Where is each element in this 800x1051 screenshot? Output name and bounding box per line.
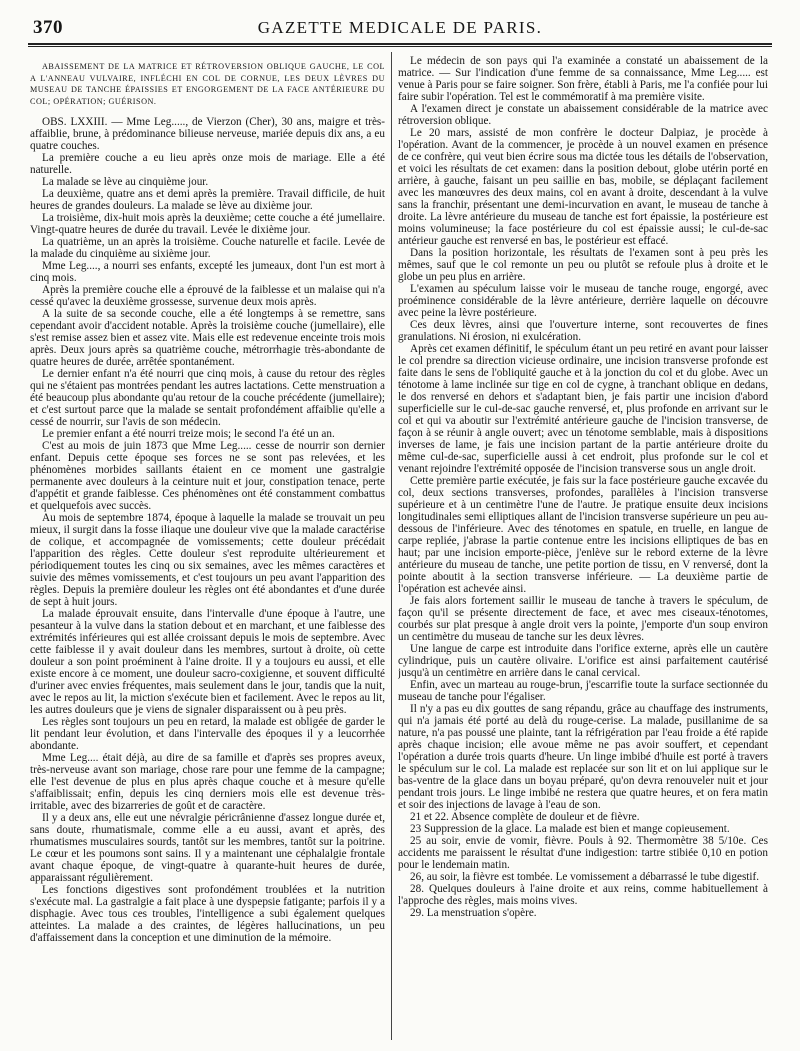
paragraph: 26, au soir, la fièvre est tombée. Le vomissement a débarrassé le tube digestif. <box>410 871 760 883</box>
left-column <box>30 55 385 1040</box>
paragraph: Le premier enfant a été nourri treize mois; le second l'a été un an. <box>42 428 335 441</box>
paragraph: Cette première partie exécutée, je fais sur la face postérieure gauche excavée du col, deux sections transverses, profondes, parallèles à l'incision transverse supérieure et à un centimètre l'une de l'autre. Je pratique ensuite deux incisions longitudinales semi elliptiques allant de l'incision transverse supérieure un peu au-dessous de l'inférieure. Avec des ténotomes en spatule, en truelle, en langue de carpe repliée, j'abrase la partie contenue entre les incisions elliptiques de bas en haut; par une incision emporte-pièce, j'enlève sur le rebord externe de la lèvre antérieure du museau de tanche, une petite portion de tissu, en V renversé, dont la pointe aboutit à la section transverse inférieure. — La deuxième partie de l'opération est achevée ainsi. <box>398 475 768 595</box>
paragraph: Il n'y a pas eu dix gouttes de sang répandu, grâce au chauffage des instruments, qui n'a jamais été porté au delà du rouge-cerise. La malade, pusillanime de sa nature, n'a pas poussé une plainte, tant la réfrigération par l'eau froide a été rapide après chaque incision; elle avoue même ne pas avoir souffert, et cependant l'opération a durée trois quarts d'heure. Un linge imbibé d'huile est porté à travers le spéculum sur le col. La malade est replacée sur son lit et on lui applique sur le bas-ventre de la glace dans un boyau préparé, qu'on devra renouveler nuit et jour pendant trois jours. Le linge imbibé ne restera que quatre heures, et on fera matin et soir des injections de lavage à l'eau de son. <box>398 703 768 811</box>
paragraph: Mme Leg...., a nourri ses enfants, excepté les jumeaux, dont l'un est mort à cinq mois. <box>30 260 385 285</box>
paragraph: Les règles sont toujours un peu en retard, la malade est obligée de garder le lit pendant leur évolution, et dans l'intervalle des époques il y a leucorrhée abondante. <box>30 716 385 753</box>
paragraph: Mme Leg.... était déjà, au dire de sa famille et d'après ses propres aveux, très-nerveuse avant son mariage, chose rare pour une femme de la campagne; elle l'est devenue de plus en plus après chaque couche et à mesure qu'elle s'affaiblissait; enfin, depuis les cinq derniers mois elle est devenue très-irritable, avec des bizarreries de goût et de caractère. <box>30 752 385 813</box>
paragraph: Après cet examen définitif, le spéculum étant un peu retiré en avant pour laisser le col prendre sa direction vicieuse ordinaire, une incision transverse profonde est faite dans le sens de l'obliquité gauche et à la jonction du col et du globe. Avec un ténotome à lame inclinée sur tige en col de cygne, à tranchant oblique en dedans, le dos renversé en dehors et s'adaptant bien, je fais partir une incision d'abord superficielle sur le cul-de-sac gauche renversé, et, plus profonde en arrivant sur le col et qui va aboutir sur l'extrémité antérieure gauche de l'incision transverse, de façon à se réunir à angle ouvert; avec un ténotome semblable, mais à dispositions inverses de lame, je fais une incision partant de la partie antérieure droite du même cul-de-sac, superficielle aussi à cet endroit, plus profonde sur le col et venant rejoindre l'extrémité opposée de l'incision transverse sous un angle droit. <box>398 343 768 475</box>
paragraph: 28. Quelques douleurs à l'aine droite et aux reins, comme habituellement à l'approche des règles, mais moins vives. <box>398 883 768 907</box>
paragraph: La troisième, dix-huit mois après la deuxième; cette couche a été jumellaire. Vingt-quatre heures de durée du travail. Levée le dixième jour. <box>30 212 385 237</box>
paragraph: Enfin, avec un marteau au rouge-brun, j'escarrifie toute la surface sectionnée du museau de tanche pour l'égaliser. <box>398 679 768 703</box>
paragraph: 21 et 22. Absence complète de douleur et de fièvre. <box>410 811 640 823</box>
paragraph: Je fais alors fortement saillir le museau de tanche à travers le spéculum, de façon qu'il se présente directement de face, et avec mes ciseaux-ténotomes, courbés sur plat presque à angle droit vers la pointe, j'emporte d'un soup environ un centimètre du museau de tanche sur les deux lèvres. <box>398 595 768 643</box>
paragraph: 29. La menstruation s'opère. <box>410 907 537 919</box>
article-title: ABAISSEMENT DE LA MATRICE ET RÉTROVERSION OBLIQUE GAUCHE, LE COL A L'ANNEAU VULVAIRE, INFLÉCHI EN COL DE CORNUE, LES DEUX LÈVRES DU MUSEAU DE TANCHE ÉPAISSIES ET ENGORGEMENT DE LA FACE ANTÉRIEURE DU COL; OPÉRATION; GUÉRISON. <box>30 62 385 106</box>
column-divider <box>391 52 392 1040</box>
paragraph: 25 au soir, envie de vomir, fièvre. Pouls à 92. Thermomètre 38 5/10e. Ces accidents me paraissent le résultat d'une indigestion: tartre stibiée 0,10 en potion pour le lendemain matin. <box>398 835 768 871</box>
paragraph: Ces deux lèvres, ainsi que l'ouverture interne, sont recouvertes de fines granulations. Ni érosion, ni exulcération. <box>398 319 768 343</box>
paragraph: Il y a deux ans, elle eut une névralgie péricrânienne d'assez longue durée et, sans doute, rhumatismale, comme elle a eu aussi, avant et après, des rhumatismes musculaires sourds, tantôt sur les membres, tantôt sur la poitrine. Le cœur et les poumons sont sains. Il y a maintenant une céphalalgie frontale avant chaque époque, de vingt-quatre à quarante-huit heures de durée, apparaissant régulièrement. <box>30 812 385 885</box>
paragraph: Après la première couche elle a éprouvé de la faiblesse et un malaise qui n'a cessé qu'avec la deuxième grossesse, survenue deux mois après. <box>30 284 385 309</box>
paragraph: A l'examen direct je constate un abaissement considérable de la matrice avec rétroversion oblique. <box>398 103 768 127</box>
page-number: 370 <box>33 17 63 38</box>
paragraph: C'est au mois de juin 1873 que Mme Leg..... cesse de nourrir son dernier enfant. Depuis cette époque ses forces ne se sont pas relevées, et les phénomènes morbides saillants étaient en ce moment une gastralgie permanente avec douleurs à la ceinture nuit et jour, constipation tenace, perte d'appétit et grande faiblesse. Ces phénomènes ont été constamment combattus et quelquefois avec succès. <box>30 440 385 513</box>
paragraph: 23 Suppression de la glace. La malade est bien et mange copieusement. <box>410 823 730 835</box>
paragraph: La quatrième, un an après la troisième. Couche naturelle et facile. Levée de la malade du cinquième au sixième jour. <box>30 236 385 261</box>
paragraph: La deuxième, quatre ans et demi après la première. Travail difficile, de huit heures de grandes douleurs. La malade se lève au dixième jour. <box>30 188 385 213</box>
paragraph: Le dernier enfant n'a été nourri que cinq mois, à cause du retour des règles qui ne s'étaient pas montrées pendant les autres lactations. Cette menstruation a été beaucoup plus abondante qu'au retour de la couche précédente (jumellaire); et c'est surtout parce que la malade se sentait profondément affaiblie qu'elle a cessé de nourrir, sur l'avis de son médecin. <box>30 368 385 429</box>
paragraph: Les fonctions digestives sont profondément troublées et la nutrition s'exécute mal. La gastralgie a fait place à une dyspepsie fatigante; parfois il y a disphagie. Avec tous ces troubles, l'intelligence a subi également quelques atteintes. La malade a des craintes, de légères hallucinations, un peu d'affaissement dans la conception et une diminution de la mémoire. <box>30 884 385 945</box>
paragraph: Au mois de septembre 1874, époque à laquelle la malade se trouvait un peu mieux, il surgit dans la fosse iliaque une douleur vive que la malade caractérise de colique, et accompagnée de vomissements; cette douleur précédait l'apparition des règles. Cette douleur s'est reproduite ultérieurement et périodiquement toutes les cinq ou six semaines, avec les mêmes caractères et suivie des mêmes vomissements, et c'est toujours un peu avant l'apparition des règles. Depuis la première douleur les règles ont été abondantes et d'une durée de sept à huit jours. <box>30 512 385 609</box>
paragraph: Une langue de carpe est introduite dans l'orifice externe, après elle un cautère cylindrique, puis un cautère olivaire. L'orifice est ainsi parfaitement cautérisé jusqu'à un centimètre en arrière dans le canal cervical. <box>398 643 768 679</box>
paragraph: La première couche a eu lieu après onze mois de mariage. Elle a été naturelle. <box>30 152 385 177</box>
header-rule <box>28 43 772 47</box>
paragraph: La malade éprouvait ensuite, dans l'intervalle d'une époque à l'autre, une pesanteur à la vulve dans la station debout et en marchant, et une faiblesse des extrémités inférieures qui est allée croissant depuis le mois de septembre. Avec cette faiblesse il y avait douleur dans les membres, surtout à droite, où cette douleur a son point proéminent à l'aine droite. Il y a toujours eu aussi, et elle existe encore à ce moment, une douleur sacro-coxigienne, et souvent difficulté d'uriner avec envies fréquentes, mais seulement dans le jour, tandis que la nuit, avec le repos au lit, la miction s'exécute bien et facilement. Avec le repos au lit, les autres douleurs que je viens de signaler disparaissent ou à peu près. <box>30 608 385 717</box>
paragraph: Le 20 mars, assisté de mon confrère le docteur Dalpiaz, je procède à l'opération. Avant de la commencer, je procède à un nouvel examen en présence de ce confrère, qui veut bien écrire sous ma dictée tous les détails de l'observation, et voici les résultats de cet examen: dans la position debout, globe utérin porté en arrière, à gauche, faisant un peu saillie en bas, mobile, se déplaçant facilement avec les manœuvres des deux mains, col en avant à droite, descendant à la vulve sans la franchir, présentant une demi-incurvation en avant, le museau de tanche à droite. La lèvre antérieure du museau de tanche est fort épaissie, la postérieure est moins volumineuse; la face postérieure du col est épaissie aussi; le cul-de-sac antérieur gauche est renversé en bas, le postérieur est effacé. <box>398 127 768 247</box>
paragraph: A la suite de sa seconde couche, elle a été longtemps à se remettre, sans cependant avoir d'accident notable. Après la troisième couche (jumellaire), elle s'est remise assez bien et assez vite. Mais elle est redevenue enceinte trois mois après. Deux jours après sa quatrième couche, métrorrhagie très-abondante de quatre heures de durée, arrêtée spontanément. <box>30 308 385 369</box>
paragraph: La malade se lève au cinquième jour. <box>42 176 209 189</box>
paragraph: Le médecin de son pays qui l'a examinée a constaté un abaissement de la matrice. — Sur l'indication d'une femme de sa connaissance, Mme Leg..... est venue à Paris pour se faire soigner. Son frère, établi à Paris, me l'a confiée pour lui faire subir l'opération. Tel est le commémoratif à ma première visite. <box>398 55 768 103</box>
paragraph: OBS. LXXIII. — Mme Leg....., de Vierzon (Cher), 30 ans, maigre et très-affaiblie, brune, à prédominance bilieuse nerveuse, mariée depuis dix ans, a eu quatre couches. <box>30 116 385 153</box>
right-column <box>398 55 768 1040</box>
masthead-title: GAZETTE MEDICALE DE PARIS. <box>257 18 543 37</box>
paragraph: L'examen au spéculum laisse voir le museau de tanche rouge, engorgé, avec proéminence considérable de la lèvre antérieure, derrière laquelle on découvre avec peine la lèvre postérieure. <box>398 283 768 319</box>
paragraph: Dans la position horizontale, les résultats de l'examen sont à peu près les mêmes, sauf que le col remonte un peu ou plutôt se refoule plus à droite et le globe un peu plus en arrière. <box>398 247 768 283</box>
